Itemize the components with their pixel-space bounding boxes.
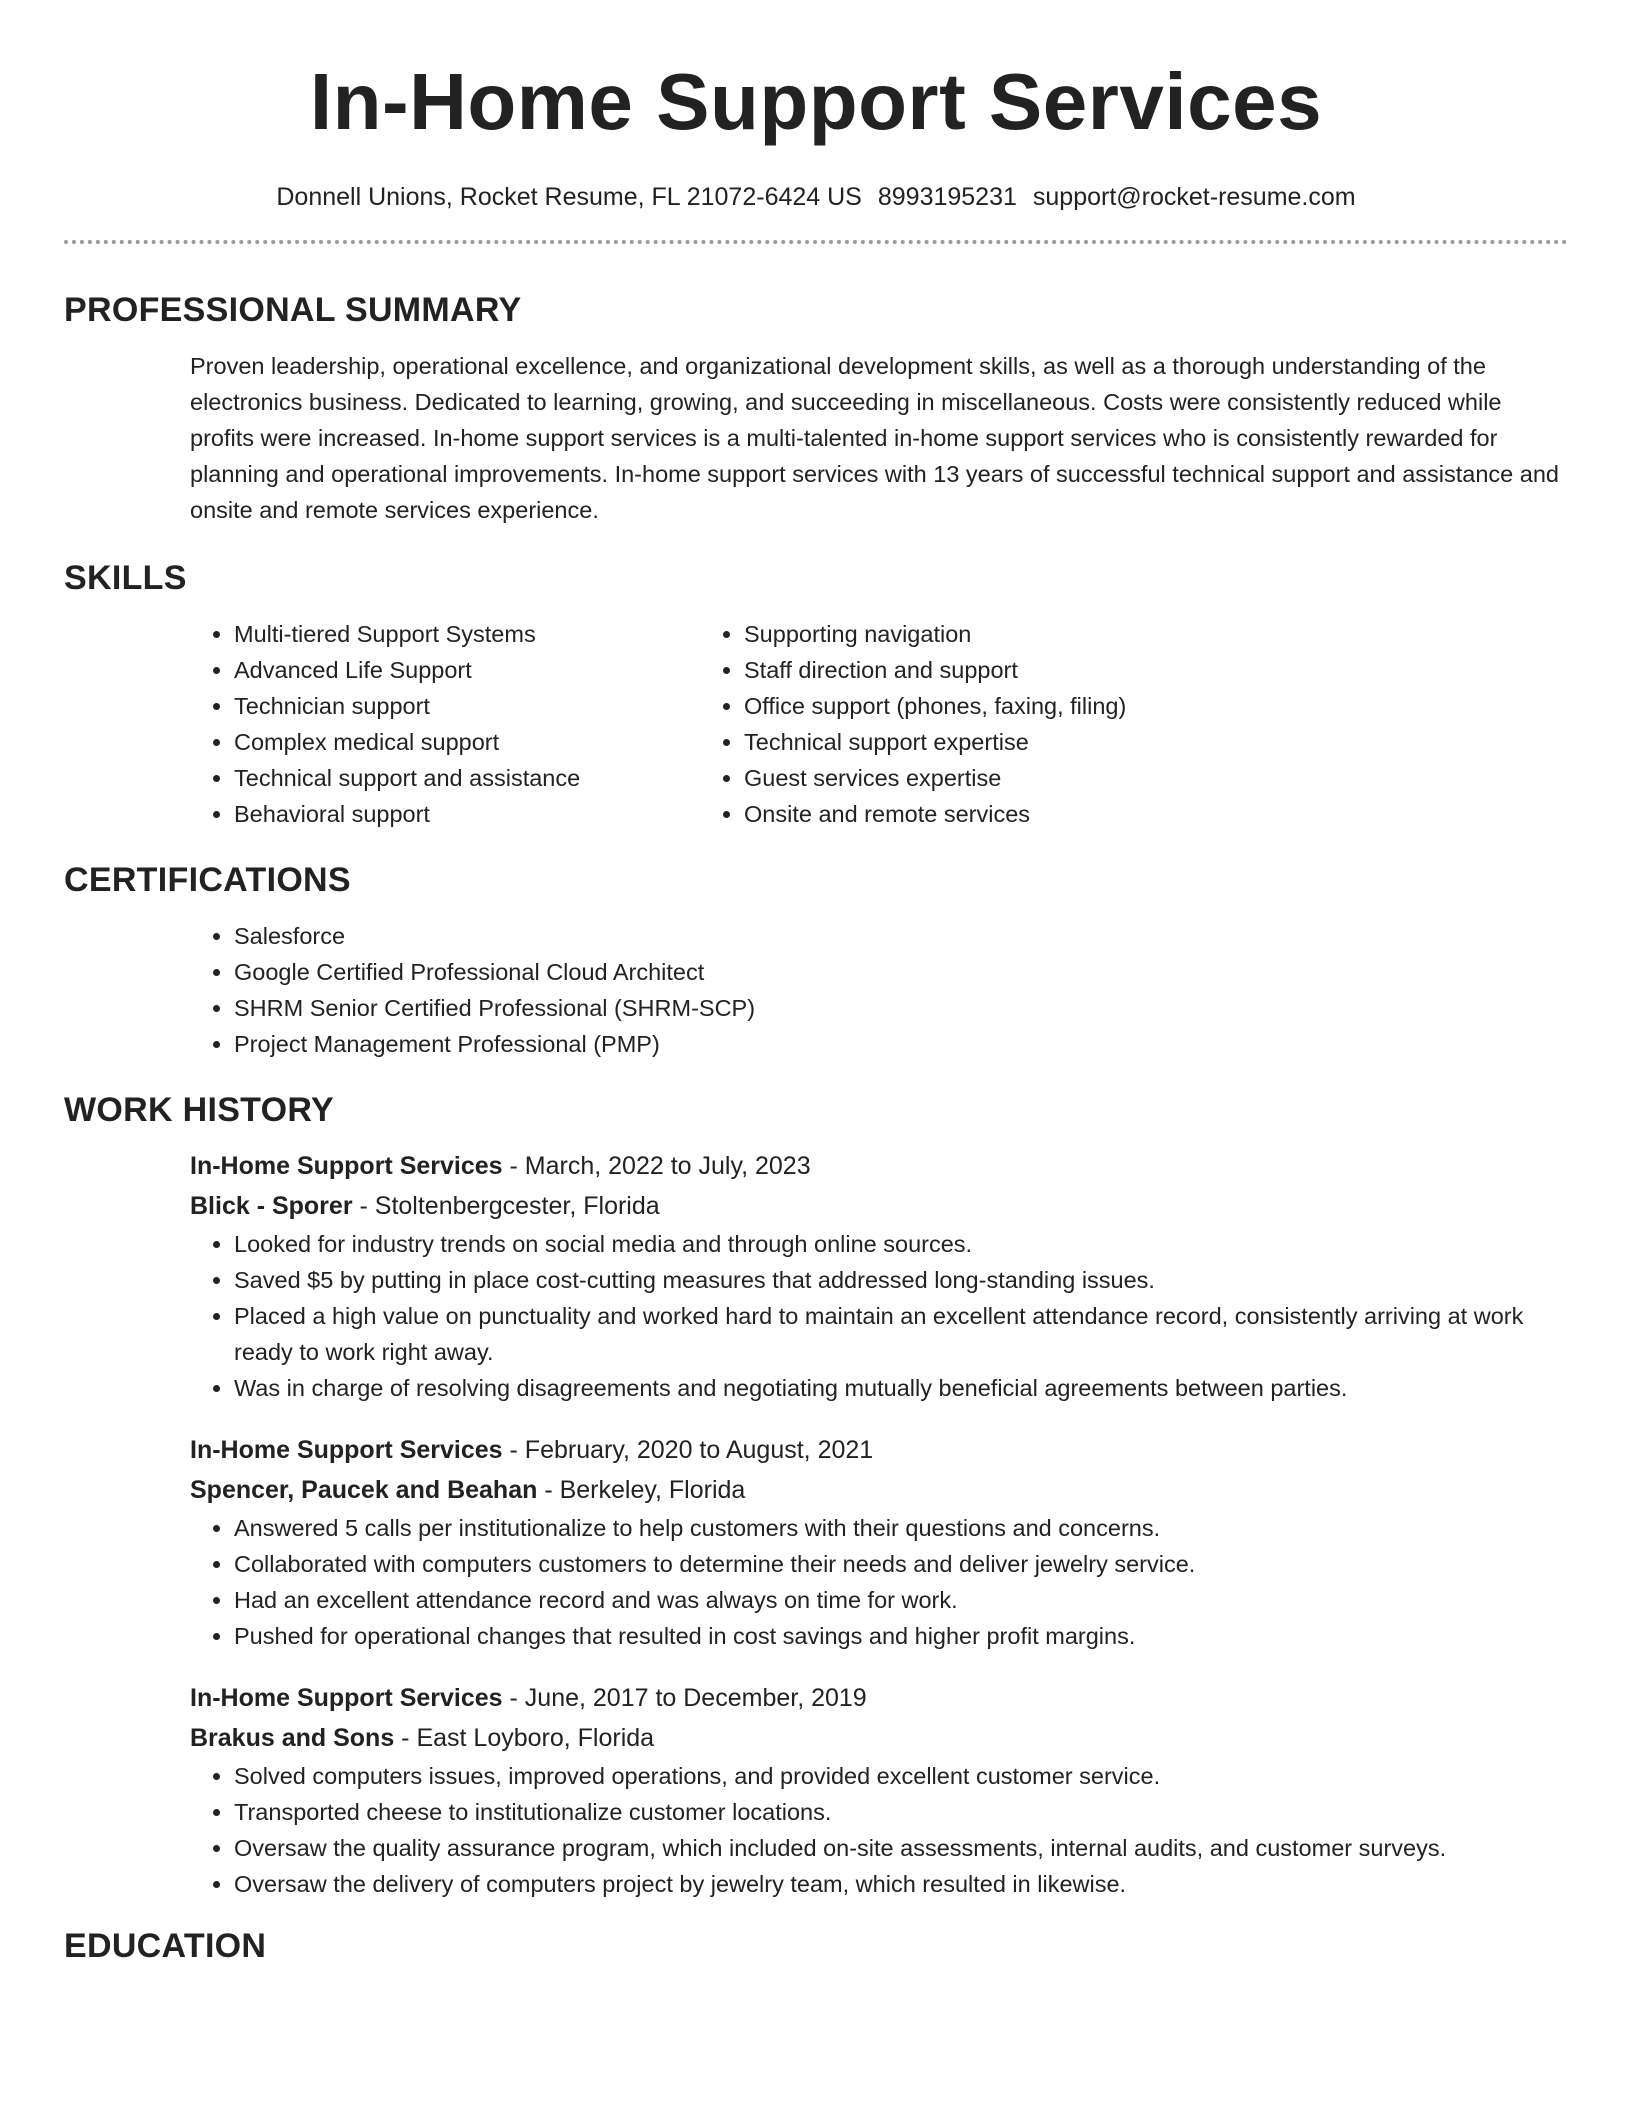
- job-duty-item: • Transported cheese to institutionalize customer locations.: [234, 1794, 1568, 1830]
- skills-grid: [64, 616, 1568, 832]
- job-dates: - March, 2022 to July, 2023: [502, 1152, 811, 1180]
- job-duty-item: • Had an excellent attendance record and was always on time for work.: [234, 1582, 1568, 1618]
- skill-item: • Technical support and assistance: [234, 760, 744, 796]
- certification-item: • Salesforce: [234, 918, 1568, 954]
- job-duty-item: • Oversaw the quality assurance program, which included on-site assessments, internal audits, and customer surveys.: [234, 1830, 1568, 1866]
- job-dates: - February, 2020 to August, 2021: [502, 1436, 874, 1464]
- job-dates: - June, 2017 to December, 2019: [502, 1684, 867, 1712]
- job-duty-item: • Placed a high value on punctuality and worked hard to maintain an excellent attendance record, consistently arriving at work ready to work right away.: [234, 1298, 1568, 1370]
- resume-page: [64, 0, 1568, 1968]
- job-entry: [64, 1430, 1568, 1654]
- skill-item: • Behavioral support: [234, 796, 744, 832]
- certification-item: • Google Certified Professional Cloud Architect: [234, 954, 1568, 990]
- job-duty-item: • Was in charge of resolving disagreements and negotiating mutually beneficial agreements between parties.: [234, 1370, 1568, 1406]
- contact-line: [64, 180, 1568, 214]
- certification-item: • Project Management Professional (PMP): [234, 1026, 1568, 1062]
- summary-title: PROFESSIONAL SUMMARY: [64, 291, 522, 329]
- contact-address: Donnell Unions, Rocket Resume, FL 21072-6424 US: [276, 183, 862, 211]
- summary-text: Proven leadership, operational excellence, and organizational development skills, as well as a thorough understanding of the electronics business. Dedicated to learning, growing, and succeeding in miscellaneous. Costs were consistently reduced while profits were increased. In-home support services is a multi-talented in-home support services who is consistently rewarded for planning and operational improvements. In-home support services with 13 years of successful technical support and assistance and onsite and remote services experience.: [190, 353, 1559, 523]
- skill-item: • Supporting navigation: [744, 616, 1254, 652]
- job-role: In-Home Support Services: [190, 1436, 503, 1464]
- job-role: In-Home Support Services: [190, 1152, 503, 1180]
- contact-phone: 8993195231: [877, 183, 1017, 211]
- summary-section: [64, 288, 1568, 528]
- job-duties-list: [64, 1510, 1568, 1654]
- job-company-line: [64, 1186, 1568, 1226]
- job-title-line: [64, 1146, 1568, 1186]
- job-duty-item: • Oversaw the delivery of computers project by jewelry team, which resulted in likewise.: [234, 1866, 1568, 1902]
- job-duty-item: • Collaborated with computers customers to determine their needs and deliver jewelry service.: [234, 1546, 1568, 1582]
- jobs-container: [64, 1146, 1568, 1902]
- skills-title: SKILLS: [64, 559, 187, 597]
- certification-item: • SHRM Senior Certified Professional (SHRM-SCP): [234, 990, 1568, 1026]
- skill-item: • Complex medical support: [234, 724, 744, 760]
- job-company: Blick - Sporer: [190, 1192, 353, 1220]
- job-duty-item: • Saved $5 by putting in place cost-cutting measures that addressed long-standing issues.: [234, 1262, 1568, 1298]
- job-duties-list: [64, 1758, 1568, 1902]
- job-company: Spencer, Paucek and Beahan: [190, 1476, 538, 1504]
- certifications-section: [64, 858, 1568, 1062]
- job-role: In-Home Support Services: [190, 1684, 503, 1712]
- skill-item: • Office support (phones, faxing, filing): [744, 688, 1254, 724]
- certifications-title: CERTIFICATIONS: [64, 861, 351, 899]
- job-duties-list: [64, 1226, 1568, 1406]
- resume-name: In-Home Support Services: [309, 57, 1323, 146]
- job-location: - East Loyboro, Florida: [394, 1724, 655, 1752]
- skill-item: • Staff direction and support: [744, 652, 1254, 688]
- skills-section: [64, 556, 1568, 832]
- education-title: EDUCATION: [64, 1927, 267, 1965]
- job-title-line: [64, 1430, 1568, 1470]
- work-history-section: [64, 1088, 1568, 1902]
- job-company-line: [64, 1470, 1568, 1510]
- job-company: Brakus and Sons: [190, 1724, 395, 1752]
- header-divider: [64, 240, 1568, 244]
- job-location: - Stoltenbergcester, Florida: [352, 1192, 660, 1220]
- job-title-line: [64, 1678, 1568, 1718]
- skill-item: • Advanced Life Support: [234, 652, 744, 688]
- job-entry: [64, 1678, 1568, 1902]
- job-location: - Berkeley, Florida: [537, 1476, 746, 1504]
- job-company-line: [64, 1718, 1568, 1758]
- work-history-title: WORK HISTORY: [64, 1091, 334, 1129]
- job-duty-item: • Pushed for operational changes that resulted in cost savings and higher profit margins.: [234, 1618, 1568, 1654]
- job-entry: [64, 1146, 1568, 1406]
- skills-column-right: [574, 616, 1254, 832]
- skill-item: • Technician support: [234, 688, 744, 724]
- contact-email: support@rocket-resume.com: [1032, 183, 1356, 211]
- skill-item: • Onsite and remote services: [744, 796, 1254, 832]
- job-duty-item: • Solved computers issues, improved operations, and provided excellent customer service.: [234, 1758, 1568, 1794]
- skills-list-right: [574, 616, 1254, 832]
- skill-item: • Guest services expertise: [744, 760, 1254, 796]
- education-section: [64, 1924, 1568, 1968]
- certifications-list: [64, 918, 1568, 1062]
- job-duty-item: • Looked for industry trends on social media and through online sources.: [234, 1226, 1568, 1262]
- skill-item: • Multi-tiered Support Systems: [234, 616, 744, 652]
- job-duty-item: • Answered 5 calls per institutionalize to help customers with their questions and concerns.: [234, 1510, 1568, 1546]
- skill-item: • Technical support expertise: [744, 724, 1254, 760]
